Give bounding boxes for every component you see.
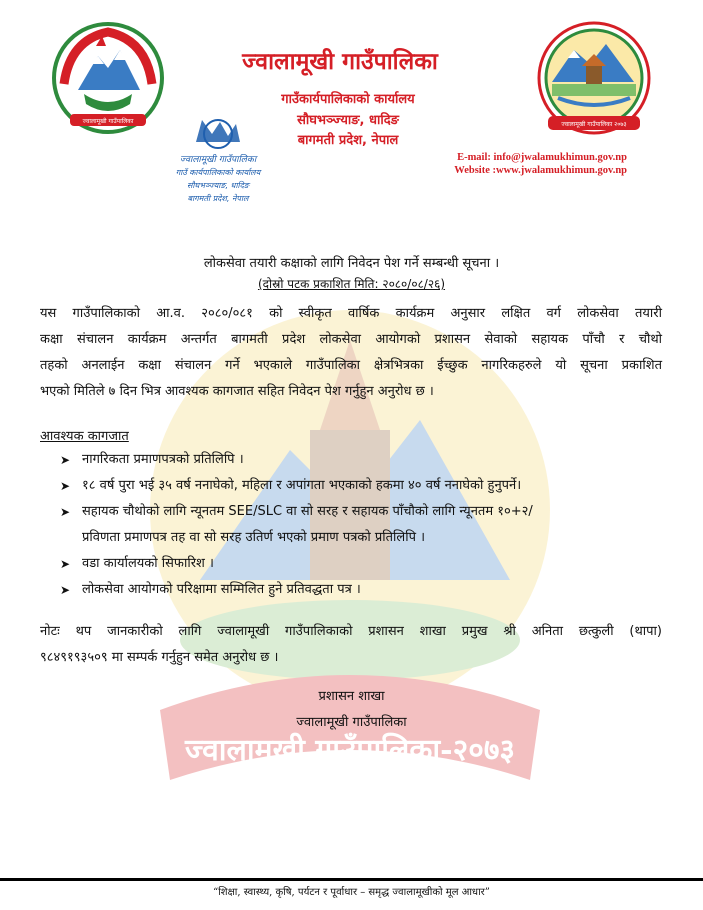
municipality-title: ज्वालामूखी गाउँपालिका — [242, 48, 438, 75]
list-item-text: नागरिकता प्रमाणपत्रको प्रतिलिपि । — [82, 452, 244, 467]
office-name: गाउँकार्यपालिकाको कार्यालय — [281, 92, 415, 107]
contact-website: Website :www.jwalamukhimun.gov.np — [454, 165, 627, 176]
seal-text-1: ज्वालामूखी गाउँपालिका — [179, 155, 257, 165]
left-logo-text: ज्वालामूखी गाउँपालिका — [82, 118, 134, 125]
note-line: ९८४९१९३५०९ मा सम्पर्क गर्नुहुन समेत अनुरोध छ । — [40, 650, 279, 665]
notice-published-date — [0, 275, 703, 292]
footer-motto: “शिक्षा, स्वास्थ्य, कृषि, पर्यटन र पूर्वाधार – समृद्ध ज्वालामूखीको मूल आधार” — [213, 887, 490, 898]
list-item-text: वडा कार्यालयको सिफारिश । — [82, 556, 214, 571]
nepal-emblem-logo — [50, 20, 166, 136]
notice-paragraph — [40, 301, 662, 405]
list-item — [60, 499, 662, 551]
note-paragraph — [40, 619, 662, 671]
list-item — [60, 473, 662, 499]
notice-subject: लोकसेवा तयारी कक्षाको लागि निवेदन पेश गर्ने सम्बन्धी सूचना । — [203, 256, 500, 271]
office-province: बागमती प्रदेश, नेपाल — [297, 133, 399, 148]
documents-heading: आवश्यक कागजात — [40, 429, 129, 444]
right-logo-text: ज्वालामूखी गाउँपालिका २०७३ — [561, 121, 627, 128]
arrow-bullet-icon: ➤ — [60, 505, 71, 519]
watermark-banner-text: ज्वालामूखी गाउँपालिका-२०७३ — [184, 733, 516, 768]
paragraph-line: भएको मितिले ७ दिन भित्र आवश्यक कागजात सहित निवेदन पेश गर्नुहुन अनुरोध छ । — [40, 384, 434, 399]
list-item-text: १८ वर्ष पुरा भई ३५ वर्ष ननाघेको, महिला र अपांगता भएकाको हकमा ४० वर्ष ननाघेको हुनुपर्ने। — [82, 478, 522, 493]
arrow-bullet-icon: ➤ — [60, 453, 71, 467]
list-item-text-continued: प्रविणता प्रमाणपत्र तह वा सो सरह उतिर्ण भएको प्रमाण पत्रको प्रतिलिपि । — [82, 530, 426, 545]
list-item-text: लोकसेवा आयोगको परिक्षामा सम्मिलित हुने प्रतिवद्धता पत्र । — [82, 582, 361, 597]
documents-list — [60, 447, 662, 603]
office-seal-stamp — [154, 112, 282, 220]
list-item-text: सहायक चौथोको लागि न्यूनतम SEE/SLC वा सो सरह र सहायक पाँचौको लागि न्यूनतम १०+२/ — [82, 504, 533, 519]
municipality-logo — [534, 20, 654, 138]
paragraph-line: कक्षा संचालन कार्यक्रम अन्तर्गत बागमती प्रदेश लोकसेवा आयोगको प्रशासन सेवाको सहायक पाँचौ र चौथो — [40, 332, 662, 347]
arrow-bullet-icon: ➤ — [60, 479, 71, 493]
contact-email: E-mail: info@jwalamukhimun.gov.np — [457, 152, 627, 163]
seal-text-4: बागमती प्रदेश, नेपाल — [187, 194, 249, 203]
published-date-text: (दोस्रो पटक प्रकाशित मिति: २०८०/०८/२६) — [257, 277, 446, 291]
paragraph-line: यस गाउँपालिकाको आ.व. २०८०/०८१ को स्वीकृत वार्षिक कार्यक्रम अनुसार लक्षित वर्ग लोकसेवा तयारी — [40, 306, 662, 321]
seal-text-3: सौघभञ्ज्याङ, धादिङ — [187, 181, 249, 190]
paragraph-line: तहको अनलाईन कक्षा संचालन गर्ने भएकाले गाउँपालिका क्षेत्रभित्रका ईच्छुक नागरिकहरुले यो सूचना प्रकाशित — [40, 358, 662, 373]
note-line: नोटः थप जानकारीको लागि ज्वालामूखी गाउँपालिकाको प्रशासन शाखा प्रमुख श्री अनिता छत्कुली (थापा) — [40, 624, 662, 639]
office-location: सौघभञ्ज्याङ, धादिङ — [297, 113, 399, 128]
footer-divider — [0, 878, 703, 881]
list-item — [60, 551, 662, 577]
list-item — [60, 577, 662, 603]
seal-text-2: गाउँ कार्यपालिकाको कार्यालय — [175, 168, 261, 177]
signature-branch: प्रशासन शाखा — [318, 689, 385, 704]
arrow-bullet-icon: ➤ — [60, 557, 71, 571]
arrow-bullet-icon: ➤ — [60, 583, 71, 597]
list-item — [60, 447, 662, 473]
signature-organization: ज्वालामूखी गाउँपालिका — [296, 715, 407, 730]
